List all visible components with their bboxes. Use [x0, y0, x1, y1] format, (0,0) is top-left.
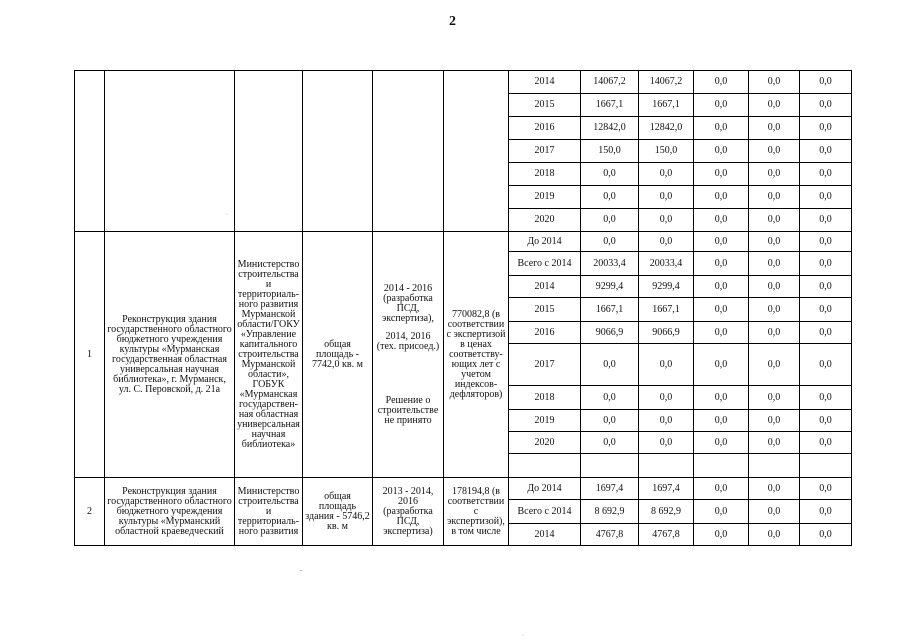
value-cell: 0,0	[581, 344, 639, 386]
value-cell: 0,0	[749, 71, 800, 94]
year-cell: 2014	[509, 524, 581, 546]
value-cell: 0,0	[581, 386, 639, 410]
table-row	[75, 71, 852, 94]
year-cell: До 2014	[509, 478, 581, 500]
value-cell: 20033,4	[581, 252, 639, 276]
value-cell: 1667,1	[581, 298, 639, 322]
value-cell: 8 692,9	[581, 500, 639, 524]
value-cell: 1667,1	[639, 94, 694, 117]
value-cell: 0,0	[749, 322, 800, 344]
value-cell: 0,0	[639, 209, 694, 232]
value-cell: 0,0	[581, 432, 639, 454]
year-cell: 2016	[509, 322, 581, 344]
year-cell	[509, 454, 581, 478]
value-cell: 0,0	[694, 276, 749, 298]
value-cell	[639, 454, 694, 478]
year-cell: До 2014	[509, 232, 581, 252]
year-cell: Всего с 2014	[509, 252, 581, 276]
capacity: общая площадь здания - 5746,2 кв. м	[303, 478, 373, 546]
value-cell: 0,0	[800, 117, 852, 140]
value-cell: 0,0	[800, 186, 852, 209]
table-body	[75, 71, 852, 546]
value-cell: 0,0	[749, 276, 800, 298]
value-cell: 0,0	[749, 524, 800, 546]
scan-dot: -	[300, 568, 302, 574]
value-cell: 0,0	[694, 186, 749, 209]
period-decision: Решение о строительстве не принято	[377, 394, 439, 426]
value-cell: 0,0	[694, 500, 749, 524]
value-cell: 9299,4	[581, 276, 639, 298]
value-cell: 0,0	[694, 386, 749, 410]
year-cell: 2015	[509, 94, 581, 117]
year-cell: 2019	[509, 410, 581, 432]
value-cell: 14067,2	[581, 71, 639, 94]
object-name: Реконструкция здания государственного областного бюджетного учреждения культуры «Мурманская государственная областная универсальная научная библиотека», г. Мурманск, ул. С. Перовской, д. 21а	[105, 232, 235, 478]
value-cell: 0,0	[694, 432, 749, 454]
value-cell: 0,0	[749, 298, 800, 322]
value-cell	[694, 454, 749, 478]
year-cell: 2014	[509, 71, 581, 94]
value-cell: 4767,8	[639, 524, 694, 546]
year-cell: 2020	[509, 432, 581, 454]
value-cell: 0,0	[694, 478, 749, 500]
period-connection: 2014, 2016 (тех. присоед.)	[376, 330, 440, 352]
value-cell: 0,0	[800, 276, 852, 298]
value-cell: 9299,4	[639, 276, 694, 298]
value-cell: 150,0	[639, 140, 694, 163]
value-cell: 0,0	[694, 410, 749, 432]
value-cell: 0,0	[749, 117, 800, 140]
value-cell: 0,0	[800, 209, 852, 232]
value-cell: 0,0	[639, 410, 694, 432]
scan-dot: ·	[226, 212, 228, 218]
value-cell	[749, 454, 800, 478]
value-cell: 0,0	[800, 232, 852, 252]
value-cell: 0,0	[749, 410, 800, 432]
value-cell: 1697,4	[639, 478, 694, 500]
estimated-cost: 178194,8 (в соответствии с экспертизой), в том числе	[444, 478, 509, 546]
customer: Министерство строительства и территориаль-ного развития Мурманской области/ГОКУ «Управление капитального строительства Мурманской области», ГОБУК «Мурманская государствен-ная областная универсальная научная библиотека»	[235, 232, 303, 478]
value-cell: 0,0	[800, 322, 852, 344]
value-cell: 9066,9	[639, 322, 694, 344]
value-cell: 0,0	[639, 386, 694, 410]
value-cell: 0,0	[581, 186, 639, 209]
period	[373, 232, 444, 478]
value-cell: 0,0	[639, 163, 694, 186]
value-cell: 20033,4	[639, 252, 694, 276]
value-cell: 0,0	[800, 344, 852, 386]
value-cell: 0,0	[749, 140, 800, 163]
value-cell: 1667,1	[581, 94, 639, 117]
customer-cell	[235, 71, 303, 232]
value-cell: 1667,1	[639, 298, 694, 322]
value-cell: 0,0	[800, 163, 852, 186]
value-cell: 0,0	[581, 209, 639, 232]
value-cell: 0,0	[800, 386, 852, 410]
page-number: 2	[449, 14, 456, 29]
value-cell: 4767,8	[581, 524, 639, 546]
table-row	[75, 478, 852, 500]
value-cell: 0,0	[581, 410, 639, 432]
value-cell: 0,0	[694, 322, 749, 344]
table-row	[75, 232, 852, 252]
value-cell: 8 692,9	[639, 500, 694, 524]
value-cell: 0,0	[694, 209, 749, 232]
year-cell: Всего с 2014	[509, 500, 581, 524]
value-cell: 0,0	[639, 232, 694, 252]
value-cell: 0,0	[749, 94, 800, 117]
year-cell: 2019	[509, 186, 581, 209]
object-name: Реконструкция здания государственного областного бюджетного учреждения культуры «Мурманский областной краеведческий	[105, 478, 235, 546]
value-cell: 0,0	[694, 524, 749, 546]
value-cell: 0,0	[749, 478, 800, 500]
value-cell: 0,0	[581, 232, 639, 252]
capacity-cell	[303, 71, 373, 232]
value-cell: 0,0	[694, 344, 749, 386]
value-cell: 1697,4	[581, 478, 639, 500]
value-cell: 0,0	[749, 432, 800, 454]
value-cell: 0,0	[800, 478, 852, 500]
value-cell: 0,0	[800, 252, 852, 276]
year-cell: 2014	[509, 276, 581, 298]
value-cell: 0,0	[800, 410, 852, 432]
entry-number: 1	[75, 232, 105, 478]
value-cell: 0,0	[800, 298, 852, 322]
value-cell: 0,0	[800, 94, 852, 117]
value-cell: 150,0	[581, 140, 639, 163]
num-cell	[75, 71, 105, 232]
value-cell: 0,0	[749, 500, 800, 524]
year-cell: 2020	[509, 209, 581, 232]
year-cell: 2017	[509, 344, 581, 386]
entry-number: 2	[75, 478, 105, 546]
value-cell: 0,0	[581, 163, 639, 186]
value-cell: 0,0	[694, 298, 749, 322]
value-cell: 0,0	[639, 186, 694, 209]
value-cell: 0,0	[694, 71, 749, 94]
year-cell: 2017	[509, 140, 581, 163]
value-cell: 9066,9	[581, 322, 639, 344]
value-cell: 12842,0	[639, 117, 694, 140]
value-cell: 0,0	[749, 232, 800, 252]
estimated-cost: 770082,8 (в соответствии с экспертизой в ценах соответству-ющих лет с учетом индексов-дефляторов)	[444, 232, 509, 478]
year-cell: 2015	[509, 298, 581, 322]
value-cell: 0,0	[639, 432, 694, 454]
value-cell: 0,0	[800, 524, 852, 546]
year-cell: 2018	[509, 386, 581, 410]
value-cell: 0,0	[800, 432, 852, 454]
period-cell	[373, 71, 444, 232]
year-cell: 2016	[509, 117, 581, 140]
year-cell: 2018	[509, 163, 581, 186]
period-design: 2014 - 2016 (разработка ПСД, экспертиза),	[382, 282, 434, 324]
customer: Министерство строительства и территориаль-ного развития	[235, 478, 303, 546]
investment-table	[74, 70, 852, 546]
value-cell	[581, 454, 639, 478]
value-cell: 0,0	[749, 344, 800, 386]
value-cell: 0,0	[694, 163, 749, 186]
object-cell	[105, 71, 235, 232]
value-cell: 0,0	[694, 94, 749, 117]
value-cell: 0,0	[694, 140, 749, 163]
value-cell: 0,0	[749, 186, 800, 209]
value-cell: 0,0	[800, 500, 852, 524]
value-cell: 0,0	[749, 163, 800, 186]
value-cell: 0,0	[800, 71, 852, 94]
value-cell: 0,0	[694, 117, 749, 140]
value-cell: 14067,2	[639, 71, 694, 94]
value-cell: 0,0	[749, 209, 800, 232]
cost-cell	[444, 71, 509, 232]
value-cell: 0,0	[749, 252, 800, 276]
value-cell	[800, 454, 852, 478]
value-cell: 0,0	[639, 344, 694, 386]
value-cell: 0,0	[694, 252, 749, 276]
capacity: общая площадь - 7742,0 кв. м	[303, 232, 373, 478]
scan-dot: ·	[522, 633, 524, 639]
value-cell: 0,0	[694, 232, 749, 252]
value-cell: 12842,0	[581, 117, 639, 140]
value-cell: 0,0	[749, 386, 800, 410]
value-cell: 0,0	[800, 140, 852, 163]
period: 2013 - 2014, 2016 (разработка ПСД, экспертиза)	[373, 478, 444, 546]
